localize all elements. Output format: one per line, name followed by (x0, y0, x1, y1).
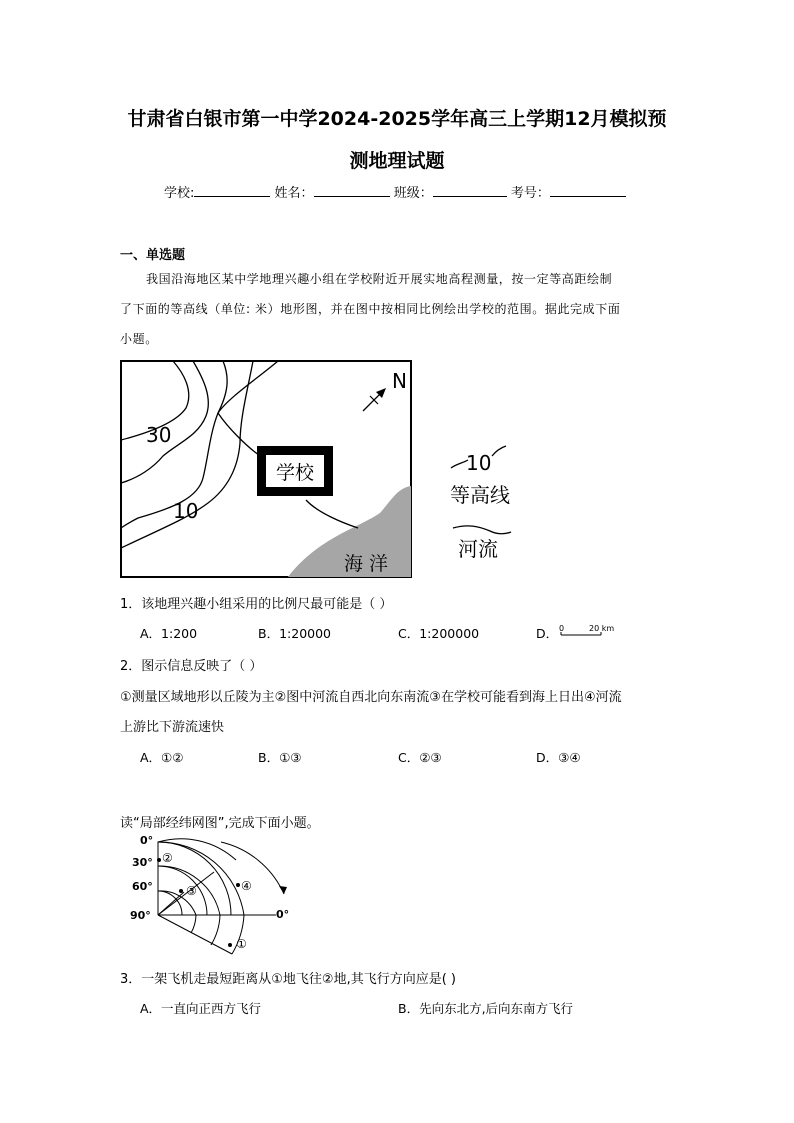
q1-option-b[interactable]: B．1:20000 (258, 626, 332, 641)
point-4-label: ④ (241, 879, 252, 893)
q1-option-d-prefix: D． (536, 626, 559, 641)
q2-option-d[interactable]: D．③④ (536, 750, 581, 765)
class-label: 班级： (393, 186, 433, 201)
point-3-label: ③ (186, 884, 197, 898)
section-heading: 一、单选题 (120, 248, 186, 263)
q3-option-a[interactable]: A．一直向正西方飞行 (140, 1001, 262, 1016)
q1-option-d[interactable] (536, 624, 558, 642)
lat-label-30: 30° (132, 856, 153, 869)
north-label: N (392, 369, 407, 393)
contour-map (118, 358, 528, 582)
title-line-2: 测地理试题 (349, 150, 445, 172)
legend-river-line (453, 526, 511, 534)
passage-line-3: 小题。 (120, 332, 158, 346)
q2-option-c[interactable]: C．②③ (398, 750, 442, 765)
school-marker (257, 446, 333, 496)
q2-info-line-1: ①测量区域地形以丘陵为主②图中河流自西北向东南流③在学校可能看到海上日出④河流 (120, 690, 622, 705)
legend-river-label: 河流 (458, 537, 498, 561)
point-1-dot (228, 943, 232, 947)
q1-option-c[interactable]: C．1:200000 (398, 626, 480, 641)
point-4-dot (236, 883, 240, 887)
student-info-row (164, 182, 626, 201)
contour-label-30: 30 (146, 423, 172, 447)
latlong-map (126, 832, 306, 960)
contour-label-10: 10 (173, 499, 199, 523)
scale-bar (557, 622, 619, 638)
class-blank[interactable] (433, 184, 507, 197)
q2-stem: 2．图示信息反映了（ ） (120, 659, 263, 674)
rotation-arrow-arc (221, 842, 284, 894)
exam-no-label: 考号： (510, 186, 550, 201)
mid-lat-arc (158, 866, 220, 945)
school-label: 学校: (164, 186, 195, 201)
passage-line-1: 我国沿海地区某中学地理兴趣小组在学校附近开展实地高程测量，按一定等高距绘制 (146, 272, 613, 286)
point-1-label: ① (236, 937, 247, 951)
legend-contour-value: 10 (466, 451, 492, 475)
legend-contour-label: 等高线 (450, 483, 510, 507)
q1-option-a[interactable]: A．1:200 (140, 626, 198, 641)
ocean-label: 海 洋 (344, 553, 389, 575)
point-2-dot (157, 858, 161, 862)
legend-contour-line (492, 446, 506, 456)
school-blank[interactable] (194, 184, 270, 197)
q2-option-b[interactable]: B．①③ (258, 750, 302, 765)
q2-option-a[interactable]: A．①② (140, 750, 184, 765)
q3-stem: 3．一架飞机走最短距离从①地飞往②地,其飞行方向应是( ) (120, 972, 456, 987)
q1-stem: 1．该地理兴趣小组采用的比例尺最可能是（ ） (120, 597, 393, 612)
q3-option-b[interactable]: B．先向东北方,后向东南方飞行 (398, 1001, 574, 1016)
intro-2: 读“局部经纬网图”,完成下面小题。 (120, 816, 320, 831)
passage (120, 264, 680, 354)
lat-label-60: 60° (132, 880, 153, 893)
lat-label-0: 0° (140, 834, 154, 847)
q2-info-line-2: 上游比下游流速快 (120, 720, 225, 735)
scale-value: 20 km (589, 624, 615, 633)
point-3-dot (179, 889, 183, 893)
meridian-line (158, 892, 184, 915)
name-label: 姓名： (274, 186, 314, 201)
name-blank[interactable] (314, 184, 390, 197)
school-label: 学校 (275, 462, 315, 484)
lat-label-90: 90° (130, 909, 151, 922)
lon-label-0: 0° (276, 908, 290, 921)
scale-zero: 0 (559, 624, 565, 633)
passage-line-2: 了下面的等高线（单位: 米）地形图，并在图中按相同比例绘出学校的范围。据此完成下面 (120, 302, 621, 316)
title-line-1: 甘肃省白银市第一中学2024-2025学年高三上学期12月模拟预 (127, 108, 667, 130)
exam-no-blank[interactable] (550, 184, 626, 197)
point-2-label: ② (162, 851, 173, 865)
